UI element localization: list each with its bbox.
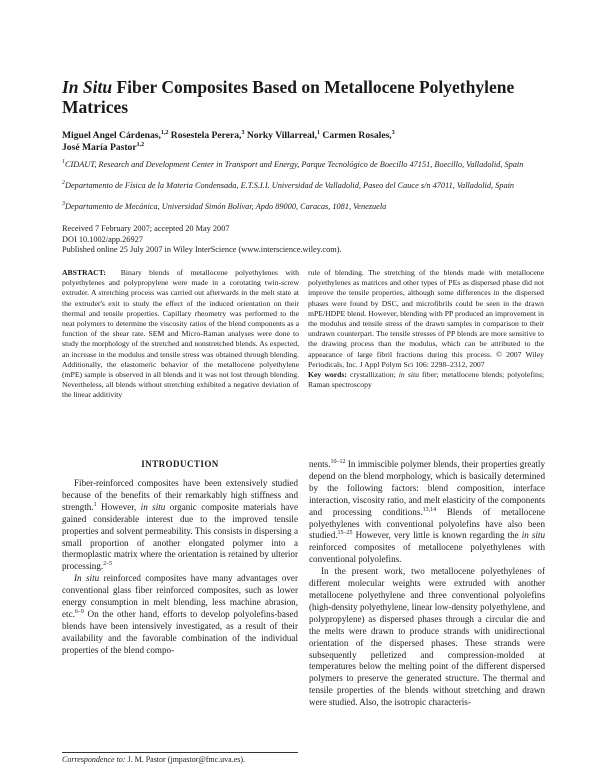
citation: 1 (93, 501, 97, 508)
title-rest: Fiber Composites Based on Metallocene Polyethylene Matrices (62, 77, 515, 117)
text: reinforced composites of metallocene polyethylenes with conventional polyolefins. (309, 542, 545, 565)
author-sup: 3 (391, 129, 395, 136)
paragraph (309, 566, 545, 709)
text: organic composite materials have gained considerable interest due to the improved tensile properties and solvent permeability. This consists in dispersing a small proportion of another elongated polymer into a thermoplastic matrix where the orientation is retained by ulterior processing. (62, 501, 298, 572)
abstract-text-1: Binary blends of metallocene polyethylenes with polyethylenes and polypropylene were made in a corotating twin-screw extruder. A stretching process was carried out afterwards in the melt state at the extruder's exit to study the effect of the induced orientation on their thermal and tensile properties. Capillary rheometry was performed to the neat polymers to determine the viscosity ratios of the blend components as a function of the shear rate. SEM and Micro-Raman analyses were done to study the morphology of the stretched and nonstretched blends. As expected, an increase in the modulus and tensile stress was obtained through blending. Additionally, the elastomeric behavior of the metallocene polyethylene (mPE) sample is observed in all blends and it was not lost through blending. Nevertheless, all blends without stretching exhibited a negative deviation of the linear additivity (62, 268, 300, 400)
affiliation-1 (62, 160, 542, 171)
citation: 13,14 (422, 506, 437, 513)
text: Fiber-reinforced composites have been extensively studied because of the benefits of their remarkably high stiffness and strength. (62, 478, 298, 512)
abstract-label: ABSTRACT: (62, 268, 106, 277)
received-dates: Received 7 February 2007; accepted 20 May 2007 (62, 224, 230, 233)
citation: 2–5 (103, 561, 113, 568)
abstract-column-2 (308, 268, 544, 380)
keywords-italic: in situ (398, 370, 419, 379)
paragraph (62, 573, 298, 656)
author-sup: 1,2 (136, 141, 145, 148)
author-sup: 3 (241, 129, 245, 136)
author-pastor: José María Pastor (62, 141, 137, 153)
author-cardenas: Miguel Angel Cárdenas, (62, 130, 161, 141)
footnote-text: J. M. Pastor (jmpastor@fmc.uva.es). (125, 755, 246, 764)
affiliation-sup: 1 (62, 159, 65, 166)
text: In immiscible polymer blends, their properties greatly depend on the blend morphology, which is basically determined by the following factors: blend composition, interface interaction, viscosity ratio, and melt elasticity of the components and processing conditions. (309, 459, 545, 517)
abstract-column-1 (62, 268, 300, 400)
citation: 10–12 (330, 458, 346, 465)
affiliation-sup: 3 (62, 201, 65, 208)
abstract-text-2: rule of blending. The stretching of the blends made with metallocene polyethylenes as matrices and other types of PEs as dispersed phase did not improve the tensile properties, although some differences in the dispersed phases were found by DSC, and microfibrils could be seen in the drawn mPE/HDPE blend. However, blending with PP produced an improvement in the modulus and tensile stress of the drawn samples in comparison to their undrawn counterpart. The tensile stresses of PP blends are more sensitive to the drawing process than the modulus, which can be attributed to the appearance of large fibril fractions during this process. © 2007 Wiley Periodicals, Inc. J Appl Polym Sci 106: 2298–2312, 2007 (308, 268, 544, 369)
publication-history (62, 224, 542, 256)
author-perera: Rosestela Perera, (168, 130, 242, 141)
italic-text: in situ (521, 530, 545, 541)
author-sup: 1 (317, 129, 321, 136)
keywords-text: fiber; metallocene blends; polyolefins; Raman spectroscopy (308, 370, 544, 390)
affiliation-2 (62, 181, 542, 192)
text: In the present work, two metallocene polyethylenes of different molecular weights were extruded with another metallocene polyethylene and three conventional polyolefins (high-density polyethylene, linear low-density polyethylene, and polypropylene) as dispersed phases through a circular die and the melts were drawn to produce strands with unidirectional orientation of the dispersed phases. These strands were subsequently pelletized and compression-molded at temperatures below the melting point of the different dispersed polymers to preserve the generated structure. The thermal and tensile properties of the blends without stretching and drawn were studied. Also, the isotropic characteris- (309, 566, 545, 708)
doi: DOI 10.1002/app.26927 (62, 234, 143, 244)
paper-title (62, 77, 542, 117)
affiliation-text: Departamento de Física de la Materia Condensada, E.T.S.I.I. Universidad de Valladolid, Paseo del Cauce s/n 47011, Valladolid, Spain (65, 181, 515, 190)
text: Blends of metallocene polyethylenes with conventional polyolefins have also been studied. (309, 506, 545, 541)
author-villarreal: Norky Villarreal, (244, 130, 318, 141)
introduction-column-2 (309, 459, 545, 764)
keywords (308, 370, 544, 390)
footnote-label: Correspondence to: (62, 755, 126, 764)
citation: 6–9 (74, 608, 84, 615)
affiliation-sup: 2 (62, 180, 65, 187)
author-list (62, 130, 542, 153)
text: However, (96, 501, 141, 512)
introduction-column-1 (62, 478, 298, 760)
text: On the other hand, efforts to develop polyolefins-based blends have been intensively investigated, as a result of their availability and the favorable combination of the individual properties of the blend compo- (62, 608, 298, 655)
text: nents. (309, 459, 331, 469)
italic-text: in situ (140, 501, 166, 512)
text: reinforced composites have many advantages over conventional glass fiber reinforced composites, such as lower energy consumption in melt blending, less machine abrasion, etc. (62, 573, 298, 619)
paragraph (309, 459, 545, 566)
section-heading-introduction: INTRODUCTION (141, 459, 219, 469)
footnote-divider (62, 752, 298, 753)
italic-text: In situ (74, 573, 100, 584)
affiliation-text: Departamento de Mecánica, Universidad Simón Bolívar, Apdo 89000, Caracas, 1081, Venezuela (65, 202, 387, 211)
title-italic: In Situ (62, 77, 113, 97)
keywords-text: crystallization; (346, 370, 399, 379)
text: However, very little is known regarding the (352, 530, 522, 541)
correspondence-footnote (62, 755, 298, 765)
paragraph (62, 478, 298, 573)
affiliation-3 (62, 202, 542, 213)
citation: 15–25 (337, 530, 353, 537)
author-sup: 1,2 (160, 129, 169, 136)
published-online: Published online 25 July 2007 in Wiley InterScience (www.interscience.wiley.com). (62, 245, 342, 254)
keywords-label: Key words: (308, 370, 347, 379)
author-rosales: Carmen Rosales, (320, 130, 392, 141)
affiliation-text: CIDAUT, Research and Development Center in Transport and Energy, Parque Tecnológico de Boecillo 47151, Boecillo, Valladolid, Spain (65, 160, 524, 169)
